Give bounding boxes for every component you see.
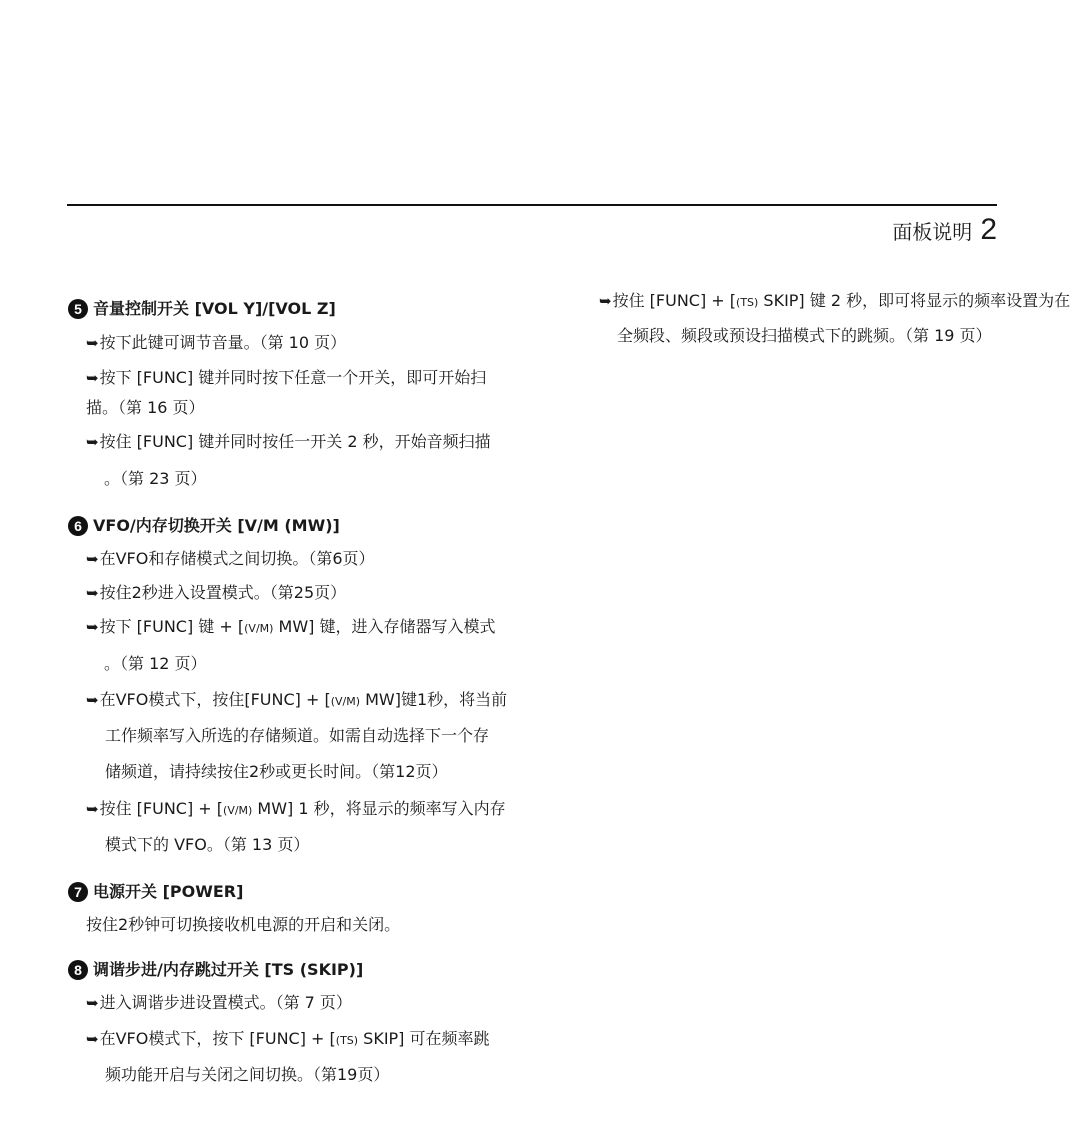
badge-6: 6 — [68, 516, 88, 536]
chapter-number: 2 — [980, 213, 997, 246]
arrow-icon: ➥ — [86, 433, 99, 451]
section-7-heading — [68, 882, 243, 902]
text-line: 。（第 12 页） — [104, 654, 207, 673]
section-8-heading — [68, 960, 363, 980]
arrow-icon: ➥ — [86, 994, 99, 1012]
bullet: ➥按住2秒进入设置模式。（第25页） — [86, 583, 347, 602]
section-6-title: VFO/内存切换开关 [V/M (MW)] — [93, 516, 340, 535]
text-line: 。（第 23 页） — [104, 469, 207, 488]
text-line: 模式下的 VFO。（第 13 页） — [105, 835, 310, 854]
arrow-icon: ➥ — [86, 369, 99, 387]
section-5-heading — [68, 299, 336, 319]
section-8-title: 调谐步进/内存跳过开关 [TS (SKIP)] — [93, 960, 364, 979]
arrow-icon: ➥ — [86, 800, 99, 818]
bullet: ➥在VFO模式下，按下 [FUNC] + [(TS) SKIP] 可在频率跳 — [86, 1029, 490, 1048]
chapter-title: 面板说明 — [892, 220, 973, 244]
arrow-icon: ➥ — [86, 584, 99, 602]
section-5-title: 音量控制开关 [VOL Y]/[VOL Z] — [93, 299, 336, 318]
badge-8: 8 — [68, 960, 88, 980]
section-7-title: 电源开关 [POWER] — [93, 882, 244, 901]
text-line: 按住2秒钟可切换接收机电源的开启和关闭。 — [86, 915, 401, 934]
page-header — [892, 213, 997, 247]
bullet: ➥在VFO和存储模式之间切换。（第6页） — [86, 549, 375, 568]
bullet: ➥按下 [FUNC] 键并同时按下任意一个开关，即可开始扫 — [86, 368, 487, 387]
arrow-icon: ➥ — [86, 691, 99, 709]
bullet: ➥按住 [FUNC] + [(V/M) MW] 1 秒，将显示的频率写入内存 — [86, 799, 506, 818]
arrow-icon: ➥ — [86, 334, 99, 352]
section-6-heading — [68, 516, 340, 536]
bullet: ➥在VFO模式下，按住[FUNC] + [(V/M) MW]键1秒，将当前 — [86, 690, 508, 709]
badge-5: 5 — [68, 299, 88, 319]
text-line: 工作频率写入所选的存储频道。如需自动选择下一个存 — [105, 726, 490, 745]
arrow-icon: ➥ — [86, 618, 99, 636]
text-line: 描。（第 16 页） — [86, 398, 205, 417]
bullet: ➥按住 [FUNC] 键并同时按任一开关 2 秒，开始音频扫描 — [86, 432, 491, 451]
bullet: ➥进入调谐步进设置模式。（第 7 页） — [86, 993, 352, 1012]
text-line: 储频道，请持续按住2秒或更长时间。（第12页） — [105, 762, 448, 781]
arrow-icon: ➥ — [86, 550, 99, 568]
arrow-icon: ➥ — [86, 1030, 99, 1048]
bullet: ➥按住 [FUNC] + [(TS) SKIP] 键 2 秒，即可将显示的频率设置为在 — [599, 291, 1071, 310]
arrow-icon: ➥ — [599, 292, 612, 310]
bullet: ➥按下此键可调节音量。（第 10 页） — [86, 333, 347, 352]
text-line: 全频段、频段或预设扫描模式下的跳频。（第 19 页） — [617, 326, 992, 345]
badge-7: 7 — [68, 882, 88, 902]
text-line: 频功能开启与关闭之间切换。（第19页） — [105, 1065, 390, 1084]
header-rule — [67, 204, 997, 206]
bullet: ➥按下 [FUNC] 键 + [(V/M) MW] 键，进入存储器写入模式 — [86, 617, 496, 636]
